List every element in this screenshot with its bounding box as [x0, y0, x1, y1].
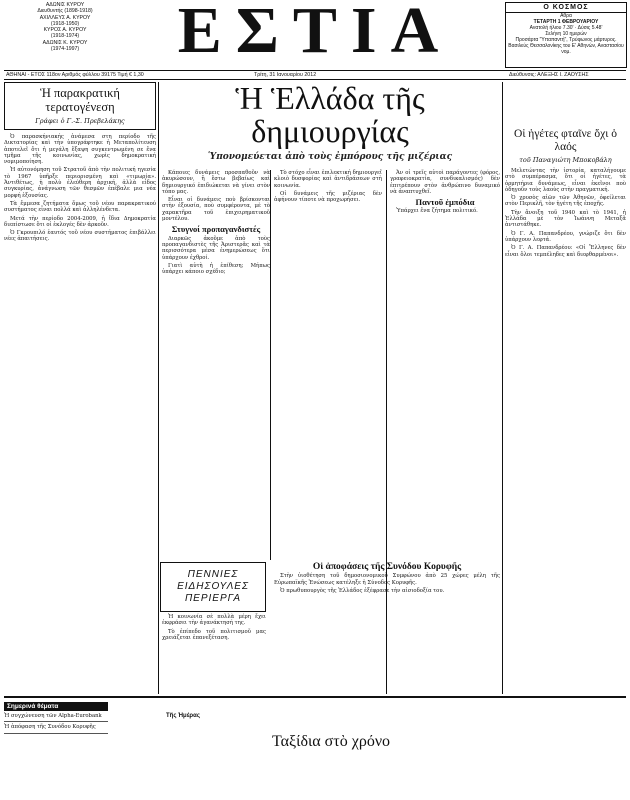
kosmos-line: Ανατολή ήλιου 7.30' · Δύσις 5.48' [529, 25, 603, 31]
founder-line: ΚΥΡΟΣ Α. ΚΥΡΟΥ [43, 27, 87, 34]
paragraph: Ὁ πρωθυπουργὸς τῆς Ἑλλάδος ἐξέφρασε τὴν αἰσιοδοξία του. [280, 587, 445, 594]
issue-date: Τρίτη, 31 Ιανουαρίου 2012 [254, 72, 317, 78]
summit-article [274, 560, 500, 596]
day-label: Τῆς Ἡμέρας [166, 713, 200, 719]
kosmos-line: Αθρα [560, 13, 572, 19]
main-subhead: Ὑπονομεύεται ἀπὸ τοὺς ἐμπόρους τῆς μιζέριας [207, 152, 453, 162]
main-headline-block [160, 82, 500, 162]
main-headline: Ἡ Ἑλλάδα τῆς δημιουργίας [235, 80, 425, 149]
left-article [4, 82, 156, 245]
paragraph: Ἀν οἱ τρεῖς αὐτοὶ παράγοντες (φόρος, γραφειοκρατία, συνδικαλισμός) δὲν ἐπιτρέπουν στὸν ἀνθρώπινο δυναμικό νὰ ἀναπτυχθεῖ. [390, 170, 500, 195]
founder-line: (1918-1974) [50, 33, 80, 40]
brief-news-body [162, 614, 266, 643]
kosmos-box [505, 2, 627, 68]
right-article-headline: Οἱ ἡγέτες φταῖνε ὄχι ὁ λαός [514, 128, 617, 153]
right-article-author: τοῦ Παναγιώτη Μποκοβάλη [519, 156, 612, 164]
paragraph: Τὴν ἄνοιξη τοῦ 1940 καὶ τὸ 1941, ἡ Ἑλλάδα μὲ τὸν Ἰωάννη Μεταξᾶ ἀντιστάθηκε. [505, 209, 626, 229]
issue-info: ΑΘΗΝΑΙ - ΕΤΟΣ 118ον Αριθμός φύλλου 39175 Τιμή € 1,30 [6, 72, 144, 78]
kosmos-line: Βασιλεύς Θεσσαλονίκης του Ε' Αθηνών, Αναστασίου νομ. [508, 43, 624, 55]
editor-info: Διεύθυνσις: ΑΛΕΞΗΣ Ι. ΖΑΟΥΣΗΣ [509, 72, 589, 78]
founder-line: (1974-1997) [50, 46, 80, 53]
main-article-col2 [274, 170, 382, 205]
paragraph: Εἶναι οἱ δυνάμεις ποὺ βρίσκονται στὴν ἐξουσία, ποὺ συμφέροντα, μὲ τὸ χαρακτῆρα τοῦ ἐπιχειρηματικοῦ μοντέλου. [162, 197, 270, 223]
main-article-col1 [162, 170, 270, 277]
todays-topics-title: Σημερινά θέματα [4, 702, 108, 711]
paragraph: Στὴν ὑιοθέτηση τοῦ δημοσιονομικοῦ Συμφώνου ἀπὸ 25 χώρες μέλη τῆς Εὐρωπαϊκῆς Ἑνώσεως κατέληξε ἡ Σύνοδος Κορυφῆς. [274, 573, 500, 586]
paragraph: Ὁ Γ. Α. Παπανδρέου, γνώριζε ὅτι δὲν ὑπάρχουν λεφτά. [505, 230, 626, 243]
paragraph: Μετά τὴν περίοδο 2004-2009, ἡ ἴδια Δημοκρατία διεπίστωσε ὅτι οἱ ἐκλογές δὲν ἀρκοῦν. [4, 215, 156, 228]
topic-item[interactable]: Ἡ ἀπόφαση τῆς Συνόδου Κορυφῆς [4, 724, 108, 733]
paragraph: Μελετώντας τὴν ἱστορία, καταλήγουμε στὸ συμπέρασμα, ὅτι οἱ ἡγέτες, τὰ ὁρμητήρια δυνάμεως, εἶναι ἐκεῖνοι ποὺ ὁδηγοῦν τοὺς λαοὺς στὴν πραγματική. [505, 168, 626, 193]
section-title: Παντοῦ ἐμπόδια [415, 197, 475, 208]
paragraph: Τὸ στόχο εἶναι ἐπιλεκτική δημιουργεῖ κλοιὸ δυσφορίας καὶ ἀντιδράσεων στὴ κοινωνία. [274, 170, 382, 189]
paragraph: Τὸ ἐπίπεδο τοῦ πολιτισμοῦ μας χρειάζεται ἐπανεξέταση. [162, 628, 266, 641]
column-rule [158, 82, 159, 694]
topic-item[interactable]: Ἡ συγχώνευση τῶν Alpha-Eurobank [4, 713, 108, 722]
kosmos-title: Ο ΚΟΣΜΟΣ [506, 3, 626, 13]
column-rule [502, 82, 503, 694]
founder-line: ΑΔΩΝΙΣ ΚΥΡΟΥ [45, 2, 85, 8]
kosmos-line: Σελήνη 10 ημερών [545, 31, 587, 37]
right-article [505, 128, 626, 260]
founder-line: Διευθυντής (1898-1918) [37, 8, 93, 15]
column-rule [270, 170, 271, 560]
paragraph: Ἡ κοινωνία σὲ πολλὰ μέρη ἔχει ἐκφράσει τὴν ἀγανάκτησή της. [162, 614, 266, 627]
day-label-wrap [166, 702, 200, 721]
paragraph: Ὁ παρασκήνιακής ἀνάμεσα στη περίοδο τῆς Δικτατορίας καὶ τὴν ὑπογράφτηκε ἡ Μεταπολίτευση ἀποτελεῖ ὅτι ἡ μεγάλη ἔξαψη συγκεντρωμένη σε ἕνα τμῆμα τῆς κοινωνίας, χωρὶς δημοκρατική νομιμοποίηση. [4, 134, 156, 166]
main-article-col3 [390, 170, 500, 217]
left-article-author: Γράφει ὁ Γ.-Σ. Πρεβελάκης [35, 117, 125, 125]
info-strip [4, 70, 626, 80]
kosmos-line: Προσάρτα "Υπαπαντή", Τρύφωνος μάρτυρος. [515, 37, 617, 43]
horizontal-rule [4, 696, 626, 698]
brief-news-title: ΠΕΝΝΙΕΣ ΕΙΔΗΣΟΥΛΕΣ ΠΕΡΙΕΡΓΑ [177, 569, 249, 604]
bottom-center-title: Ταξίδια στὸ χρόνο [271, 733, 391, 750]
section-title: Στυγνοί προπαγανδιστές [171, 224, 261, 235]
paragraph: Οἱ δυνάμεις τῆς μιζέριας δὲν ἀφήνουν τίποτε νὰ προχωρήσει. [274, 190, 382, 204]
founder-line: (1918-1950) [50, 20, 80, 27]
column-rule [386, 170, 387, 694]
paragraph: Γιατὶ αὐτὴ ἡ ἐπίθεση; Μήπως ὑπάρχει κάποιο σχέδιο; [162, 262, 270, 276]
paragraph: Ἡ αὐτονόμηση τοῦ Στρατοῦ ἀπὸ τὴν πολιτική ηγεσία τὸ 1967 ὑπῆρξε περιορισμένη καὶ «τιμωρία». Ἀντιθέτως, ἡ πολὺ ἐλεύθερη ἀρχική, ἀλλὰ εἶδος συγκυρίας, ἀνάγνωση τῶν θεσμῶν ἐπέβαλε μια νέα μορφή ἐξουσίας. [4, 167, 156, 199]
todays-topics [4, 702, 108, 798]
founders-list [6, 2, 124, 52]
masthead-title: ΕΣΤΙΑ [177, 0, 453, 67]
paragraph: Ὑπάρχει ἕνα ζήτημα πολιτικό. [396, 208, 478, 215]
paragraph: Ὁ Γκρουπιλό ἑαυτός τοῦ νέου συστήματος ἐπιβάλλει νέες ἀπαιτήσεις. [4, 230, 156, 243]
founder-line: ΑΔΩΝΙΣ Κ. ΚΥΡΟΥ [42, 39, 88, 46]
left-article-body [4, 134, 156, 243]
brief-news-box [160, 562, 266, 612]
paragraph: Κάποιες δυνάμεις προσπαθοῦν νὰ ἀκυρώσουν, ἢ ἔστω βεβαίως καὶ δημιουργικό ἐπιδιώκεται νὰ γίνει στὸν τόπο μας. [162, 170, 270, 195]
right-article-body [505, 168, 626, 258]
section-title: Οἱ ἀποφάσεις τῆς Συνόδου Κορυφῆς [312, 562, 462, 572]
paragraph: Τὰ ἔμμεσα ζητήματα ὅμως τοῦ νέου παρακρατικού συστήματος εἶναι πολλά καὶ ἀλληλένδετα. [4, 200, 156, 214]
left-article-header [4, 82, 156, 130]
paragraph: Ὁ Γ. Α. Παπανδρέου: «Οἱ Ἕλληνες δὲν εἶναι ὅλοι τεμπέληδες καὶ διεφθαρμένοι». [505, 245, 626, 258]
kosmos-line: ΤΕΤΑΡΤΗ 1 ΦΕΒΡΟΥΑΡΙΟΥ [533, 19, 599, 25]
founder-line: ΑΧΙΛΛΕΥΣ Α. ΚΥΡΟΥ [39, 14, 91, 21]
left-article-headline: Ἡ παρακρατική τερατογένεση [40, 86, 120, 114]
paragraph: Ὁ χρυσὸς αἰῶν τῶν Ἀθηνῶν, ὀφείλεται στὸν Περικλῆ, τὸν ἡγέτη τῆς ἐποχῆς. [505, 195, 626, 208]
paragraph: Διαρκῶς ἀκοῦμε ἀπὸ τοὺς προπαγανδιστὲς τῆς Ἀριστερᾶς καὶ τὰ περισσότερα μέσα ἐνημερώσεως ὅτι ὑπάρχουν ἐχθροί. [162, 235, 270, 261]
